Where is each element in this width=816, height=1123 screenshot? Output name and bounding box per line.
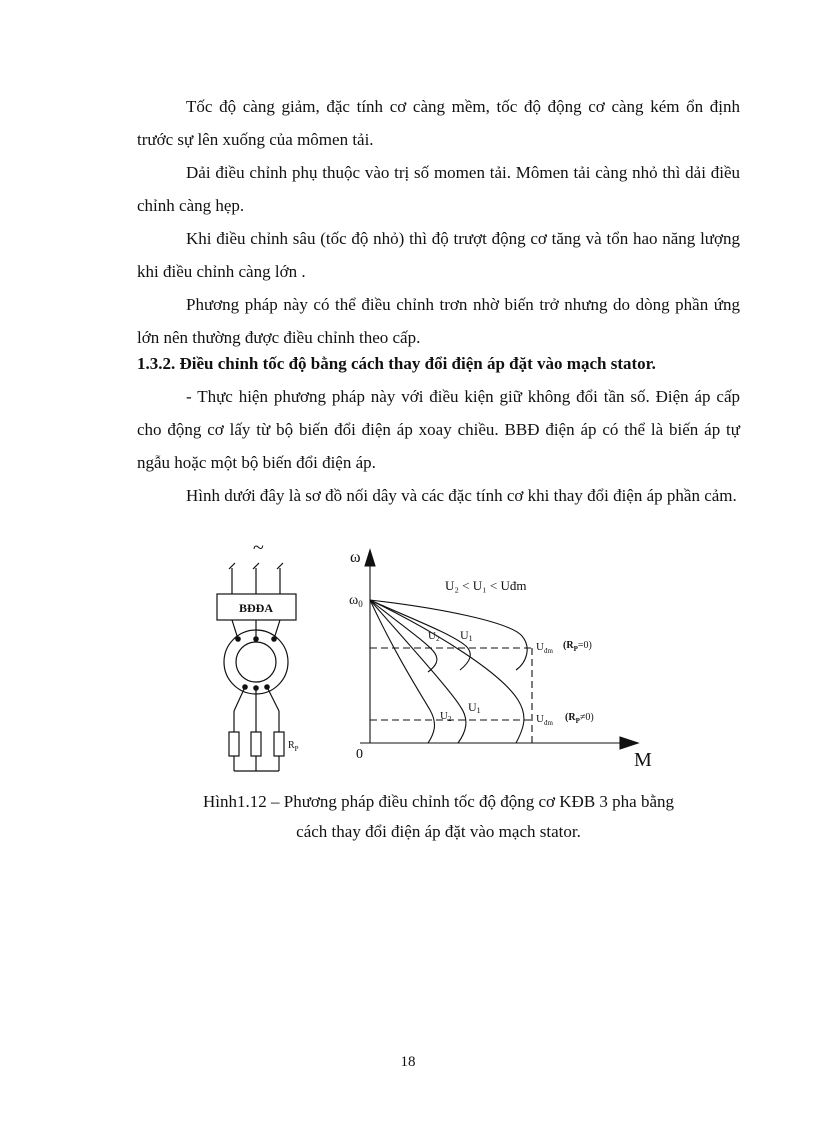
y-axis-label: ω [350,549,361,566]
paragraph-6: Hình dưới đây là sơ đồ nối dây và các đặc tính cơ khi thay đổi điện áp phần cảm. [186,486,737,505]
circuit-diagram [217,538,296,771]
origin-label: 0 [356,747,363,762]
motor-rotor-icon [236,642,276,682]
resistor-2-icon [251,732,261,756]
u1-label-top: U1 [460,628,473,643]
voltage-legend: U₂ < U₁ < Uđm [445,578,527,593]
udm-label-top: $U_{đm}$ [536,641,553,655]
paragraph-4: Phương pháp này có thể điều chỉnh trơn nhờ biến trở nhưng do dòng phần ứng lớn nên thường được điều chỉnh theo cấp. [137,295,740,347]
converter-label: BĐĐA [238,601,274,615]
resistor-3-icon [274,732,284,756]
paragraph-1: Tốc độ càng giảm, đặc tính cơ càng mềm, tốc độ động cơ càng kém ổn định trước sự lên xuống của mômen tải. [137,97,740,149]
section-heading: 1.3.2. Điều chỉnh tốc độ bằng cách thay đổi điện áp đặt vào mạch stator. [137,354,656,373]
curve-u2-rpn [370,600,434,743]
condition-rp-nonzero: $(R_P\ne 0)$ [565,712,594,725]
paragraph-5: - Thực hiện phương pháp này với điều kiện giữ không đổi tần số. Điện áp cấp cho động cơ lấy từ bộ biến đổi điện áp xoay chiều. BBĐ điện áp có thể là biến áp tự ngẫu hoặc một bộ biến đổi điện áp. [137,387,740,472]
resistor-label: $R_P$ [288,740,299,753]
figure-caption-line-2: cách thay đổi điện áp đặt vào mạch stator. [296,822,581,841]
x-axis-arrow-icon [620,737,638,749]
x-axis-label: M [634,749,652,771]
omega0-label: $\omega_0$ [349,593,363,609]
u2-label-top: U2 [428,630,440,643]
figure-caption-line-1: Hình1.12 – Phương pháp điều chỉnh tốc độ động cơ KĐB 3 pha bằng [202,792,675,811]
resistor-1-icon [229,732,239,756]
paragraph-2: Dải điều chỉnh phụ thuộc vào trị số momen tải. Mômen tải càng nhỏ thì dải điều chỉnh càng hẹp. [137,163,740,215]
curve-u1-rp0 [370,600,470,670]
y-axis-arrow-icon [365,550,375,566]
figure-1-12 [190,538,670,778]
u1-label-bottom: U1 [468,700,481,715]
condition-rp-zero: $(R_P=0)$ [563,640,592,653]
page-number: 18 [400,1054,416,1070]
u2-label-bottom: U2 [440,710,452,723]
ac-source-symbol: ~ [253,538,264,559]
paragraph-3: Khi điều chỉnh sâu (tốc độ nhỏ) thì độ trượt động cơ tăng và tổn hao năng lượng khi điều chỉnh càng lớn . [137,229,740,281]
udm-label-bottom: $U_{đm}$ [536,713,553,727]
